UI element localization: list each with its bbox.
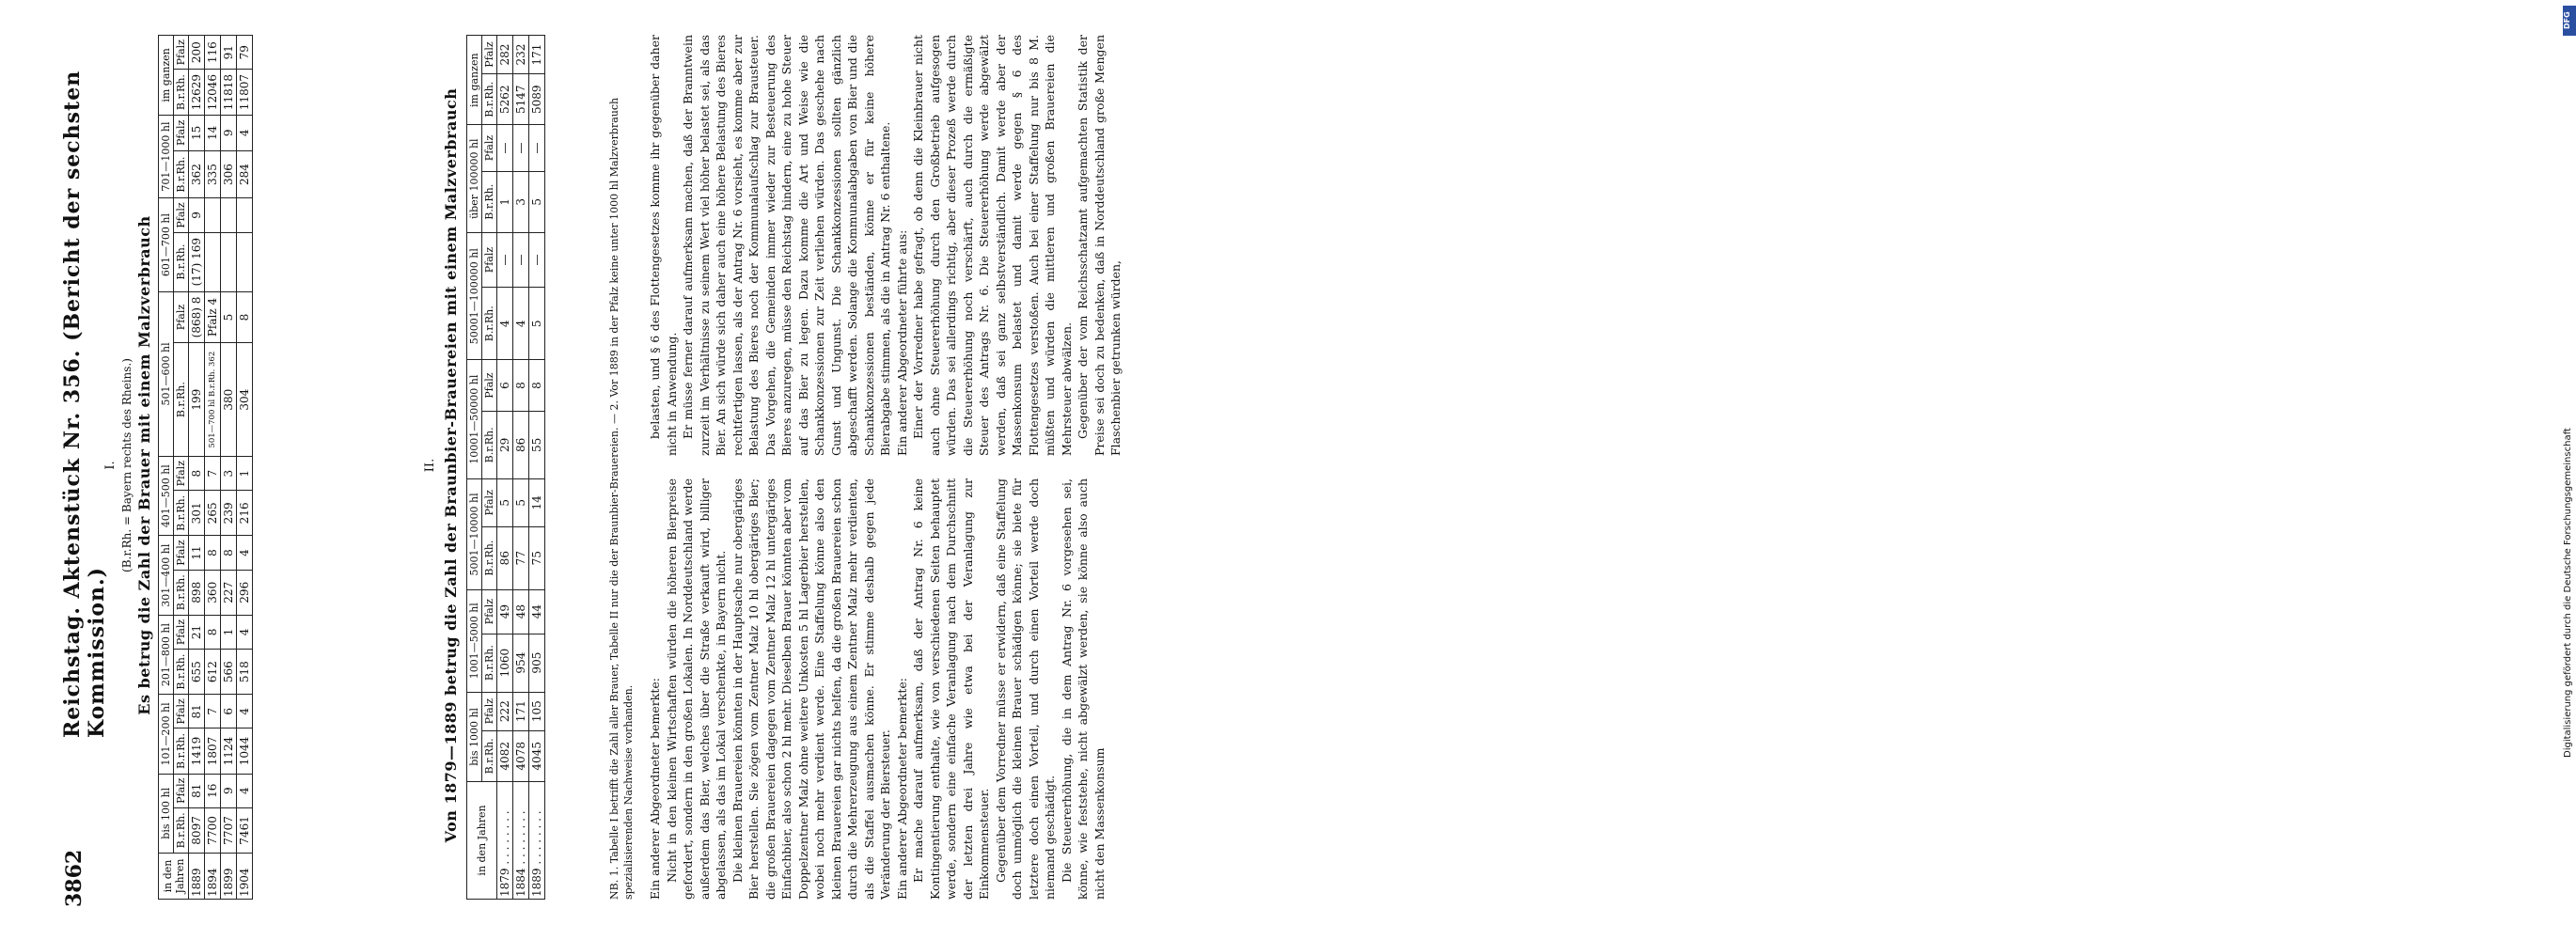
size-class-header: 5001—10000 hl [467,479,482,590]
table-cell: 362 [189,150,205,198]
table-cell: 77 [513,526,529,589]
table-cell: 79 [237,36,253,70]
table-cell: 1419 [189,728,205,774]
brewer-count-table [158,35,253,900]
paragraph: Ein anderer Abgeordneter bemerkte: [894,678,909,900]
table-cell: 216 [237,491,253,536]
paragraph: Ein anderer Abgeordneter bemerkte: [648,678,662,900]
table-cell: 898 [189,570,205,615]
table-cell [205,232,221,291]
table-cell: 3 [221,457,237,491]
table-cell: 4 [237,695,253,728]
table-cell: 1807 [205,728,221,774]
size-class-header: 10001—50000 hl [467,360,482,479]
table-cell: 7 [205,457,221,491]
table-cell: 1 [237,457,253,491]
region-subheader: B.r.Rh. [174,150,189,198]
region-subheader: Pfalz [482,479,497,527]
table-row [205,36,221,900]
table-cell: — [513,125,529,171]
table-cell: 905 [529,634,545,692]
table-cell: 6 [221,695,237,728]
table-cell [221,232,237,291]
size-class-header: bis 1000 hl [467,692,482,781]
table-cell: 9 [221,774,237,807]
table1-roman: I. [103,461,118,470]
region-subheader: B.r.Rh. [174,343,189,457]
table-cell: 284 [237,150,253,198]
table-cell: 265 [205,491,221,536]
text-column-left [647,478,1107,900]
paragraph: Die Steuererhöhung, die in dem Antrag Nr. 6 vorgesehen sei, könne, wie feststehe, nicht abgewälzt werden, sie könne also auch nicht den Massenkonsum [1059,478,1107,900]
table-cell: 8 [205,615,221,649]
size-class-header: im ganzen [159,36,174,116]
table-cell: 16 [205,774,221,807]
page-number: 3862 [62,849,86,907]
year-cell: 1894 [205,854,221,900]
table-cell: 8 [189,457,205,491]
table-cell: 29 [497,411,513,478]
region-subheader: Pfalz [174,536,189,570]
table-cell [205,198,221,232]
paragraph: belasten, und § 6 des Flottengesetzes komme ihr gegenüber daher nicht in Anwendung. [648,35,679,456]
region-subheader: B.r.Rh. [174,491,189,536]
paragraph: Einer der Vorredner habe gefragt, ob denn die Kleinbrauer nicht auch ohne Steuererhöhung durch den Großbetrieb aufgesogen würden. Das sei allerdings richtig, aber dieser Prozeß werde durch die Steuererhöhung noch verschärft, auch durch die ermäßigte Steuer des Antrags Nr. 6. Die Steuererhöhung werde abgewälzt werden, daß sei ganz selbstverständlich. Damit werde aber der Massenkonsum belastet und damit werde gegen § 6 des Flottengesetzes verstoßen. Auch bei einer Staffelung nur bis 8 M. müßten und würden die mittleren und großen Brauereien die Mehrsteuer abwälzen. [911,35,1074,456]
paragraph: Gegenüber dem Vorredner müsse er erwidern, daß eine Staffelung doch unmöglich die kleinen Brauer schädigen könne; sie biete für letztere doch einen Vorteil, und durch einen Vorteil werde doch niemand geschädigt. [993,478,1057,900]
page-header [56,24,109,907]
year-cell: 1889 . . . . . . . . [529,782,545,900]
table-cell: 21 [189,615,205,649]
table-cell: 200 [189,36,205,70]
region-subheader: B.r.Rh. [174,807,189,853]
region-subheader: Pfalz [482,692,497,730]
table-cell: 12629 [189,70,205,115]
dfg-logo: DFG [2563,6,2576,36]
table-cell: 4082 [497,730,513,781]
table-cell [237,232,253,291]
year-cell: 1884 . . . . . . . . [513,782,529,900]
table-cell: 655 [189,650,205,695]
table-cell: Pfalz 4 [205,291,221,343]
table-cell: 199 [189,343,205,457]
table-cell: 8 [529,360,545,411]
region-subheader: Pfalz [482,589,497,634]
table-cell: 14 [529,479,545,527]
table-cell: 1044 [237,728,253,774]
table-cell: 7461 [237,807,253,853]
table-cell: 4 [513,288,529,360]
table-cell: 566 [221,650,237,695]
paragraph: Gegenüber der vom Reichsschatzamt aufgemachten Statistik der Preise sei doch zu bedenken, daß in Norddeutschland große Mengen Flaschenbier getrunken würden, [1076,35,1123,456]
table-cell: 5 [221,291,237,343]
size-class-header: 401—500 hl [159,457,174,536]
region-subheader: B.r.Rh. [482,171,497,232]
year-cell: 1904 [237,854,253,900]
table-cell: — [529,125,545,171]
table-cell: 380 [221,343,237,457]
size-class-header: 501—600 hl [159,291,174,456]
table-cell: 954 [513,634,529,692]
table-cell: 5147 [513,74,529,125]
region-subheader: B.r.Rh. [174,70,189,115]
table-cell: 304 [237,343,253,457]
paragraph: Er mache darauf aufmerksam, daß der Antrag Nr. 6 keine Kontingentierung enthalte, wie von verschiedenen Seiten behauptet werde, sondern eine einfache Veranlagung nach dem Durchschnitt der letzten drei Jahre wie etwa bei der Veranlagung zur Einkommensteuer. [911,478,991,900]
table2-roman: II. [423,458,437,473]
table-cell: 116 [205,36,221,70]
table-row [529,36,545,900]
size-class-header: 701—1000 hl [159,115,174,198]
size-class-header: 201—800 hl [159,615,174,694]
region-subheader: Pfalz [482,232,497,287]
year-cell: 1899 [221,854,237,900]
table-cell: 11807 [237,70,253,115]
table-cell: 86 [513,411,529,478]
region-subheader: Pfalz [174,115,189,150]
table-cell: 4078 [513,730,529,781]
table-cell: 86 [497,526,513,589]
table-row [221,36,237,900]
table-cell: — [497,232,513,287]
table-cell: 301 [189,491,205,536]
table-cell: 335 [205,150,221,198]
table-row [497,36,513,900]
year-cell: 1879 . . . . . . . . [497,782,513,900]
table-cell: 4 [237,615,253,649]
region-subheader: B.r.Rh. [482,730,497,781]
paragraph: Er müsse ferner darauf aufmerksam machen, daß der Branntwein zurzeit im Verhältnisse zu seinem Wert viel höher belastet sei, als das Bier. An sich würde sich daher auch eine höhere Belastung des Bieres rechtfertigen lassen, als der Antrag Nr. 6 vorsieht, es komme aber zur Belastung des Bieres noch der Kommunalaufschlag zur Brausteuer. Das Vorgehen, die Gemeinden immer wieder zur Besteuerung des Bieres anzuregen, müsse den Reichstag hindern, eine zu hohe Steuer auf das Bier zu legen. Dazu komme die Art und Weise wie die Schankkonzessionen zur Zeit verliehen würden. Das geschehe nach Gunst und Ungunst. Die Schankkonzessionen sollten gänzlich abgeschafft werden. Solange die Kommunalabgaben von Bier und die Schankkonzessionen beständen, könne er für keine höhere Bierabgabe stimmen, als die in Antrag Nr. 6 enthaltene. [681,35,892,456]
table-cell: 8 [513,360,529,411]
table-cell: 4 [497,288,513,360]
table-cell: 75 [529,526,545,589]
digitization-credit: Digitalisierung gefördert durch die Deutsche Forschungsgemeinschaft [2563,428,2573,758]
table-cell [237,198,253,232]
table-cell: 5262 [497,74,513,125]
table-cell: 7707 [221,807,237,853]
region-subheader: B.r.Rh. [174,232,189,291]
table-cell: 296 [237,570,253,615]
region-subheader: Pfalz [174,615,189,649]
table-row [189,36,205,900]
region-subheader: B.r.Rh. [174,728,189,774]
table-cell: 239 [221,491,237,536]
table-cell: 48 [513,589,529,634]
table1-years-header: in den Jahren [159,854,189,900]
table-cell: 1 [497,171,513,232]
region-subheader: B.r.Rh. [482,74,497,125]
table-cell: 7 [205,695,221,728]
region-subheader: Pfalz [482,125,497,171]
table-cell [221,198,237,232]
table-cell: 8 [237,291,253,343]
size-class-header: im ganzen [467,36,482,125]
size-class-header: 50001—100000 hl [467,232,482,359]
digitization-credit-strip [1279,0,2573,940]
region-subheader: B.r.Rh. [482,634,497,692]
table-cell: 81 [189,695,205,728]
table-cell: — [497,125,513,171]
table-cell: 612 [205,650,221,695]
table-cell: 11 [189,536,205,570]
table-cell: 105 [529,692,545,730]
table-cell: 9 [189,198,205,232]
table-cell: 5 [529,171,545,232]
table-cell: — [529,232,545,287]
table2-title: Von 1879—1889 betrug die Zahl der Braunbier-Brauereien mit einem Malzverbrauch [442,87,460,843]
table-cell: 171 [513,692,529,730]
table-cell: 518 [237,650,253,695]
table-footnote: NB. 1. Tabelle I betrifft die Zahl aller Brauer, Tabelle II nur die der Braunbier-Brauereien. — 2. Vor 1889 in der Pfalz keine unter 1000 hl Malzverbrauch spezialisierenden Nachweise vorhanden. [608,97,635,900]
table-cell: 227 [221,570,237,615]
table1-title: Es betrug die Zahl der Brauer mit einem Malzverbrauch [135,215,153,715]
table-cell: 4 [237,536,253,570]
paragraph: Ein anderer Abgeordneter führte aus: [894,229,909,456]
table-cell: (17) 169 [189,232,205,291]
braunbier-brewery-table [466,35,545,900]
page-title: Reichstag. Aktenstück Nr. 356. (Bericht der sechsten Kommission.) [60,70,109,738]
table-cell: 1124 [221,728,237,774]
table-cell: 5 [529,288,545,360]
table-cell: — [513,232,529,287]
region-subheader: Pfalz [174,198,189,232]
size-class-header: 301—400 hl [159,536,174,615]
region-subheader: B.r.Rh. [174,570,189,615]
table-cell: 5089 [529,74,545,125]
region-subheader: Pfalz [174,36,189,70]
text-column-right [647,35,1124,456]
table-cell: 5 [513,479,529,527]
table-cell: 222 [497,692,513,730]
table-cell: 14 [205,115,221,150]
table-cell: 282 [497,36,513,74]
table-cell: 4045 [529,730,545,781]
size-class-header: bis 100 hl [159,774,174,853]
size-class-header: 1001—5000 hl [467,589,482,692]
paragraph: Die kleinen Brauereien könnten in der Hauptsache nur obergäriges Bier herstellen. Sie zögen vom Zentner Malz 10 hl obergäriges Bier; die großen Brauereien dagegen vom Zentner Malz 12 hl untergäriges Einfachbier, also schon 2 hl mehr. Dieselben Brauer könnten aber vom Doppelzentner Malz ohne weitere Unkosten 5 hl Lagerbier herstellen, wobei noch mehr verdient werde. Eine Staffelung könne also den kleinen Brauereien gar nichts helfen, da die großen Brauereien schon durch die Mehrerzeugung aus einem Zentner Malz mehr verdienten, als die Staffel ausmachen könne. Er stimme deshalb gegen jede Veränderung der Biersteuer. [730,478,892,900]
region-subheader: Pfalz [174,457,189,491]
table-cell: 55 [529,411,545,478]
size-class-header: über 100000 hl [467,125,482,232]
rotated-page [38,24,1250,907]
size-class-header: 101—200 hl [159,695,174,774]
size-class-header: 601—700 hl [159,198,174,291]
table-cell: 232 [513,36,529,74]
paragraph: Nicht in den kleinen Wirtschaften würden die höheren Bierpreise gefordert, sondern in den großen Lokalen. In Norddeutschland werde außerdem das Bier, welches über die Straße verkauft wird, billiger abgelassen, als das im Lokal verschenkte, in Bayern nicht. [664,478,728,900]
table-cell: 5 [497,479,513,527]
region-subheader: Pfalz [482,36,497,74]
table-cell: 11818 [221,70,237,115]
table-cell: 171 [529,36,545,74]
region-subheader: B.r.Rh. [174,650,189,695]
table-cell: 7700 [205,807,221,853]
region-subheader: Pfalz [174,695,189,728]
region-subheader: Pfalz [174,291,189,343]
table-cell: 91 [221,36,237,70]
table-cell: 4 [237,774,253,807]
table-row [237,36,253,900]
region-subheader: B.r.Rh. [482,526,497,589]
table-cell: 8 [205,536,221,570]
region-subheader: Pfalz [174,774,189,807]
table-row [513,36,529,900]
table-cell: 360 [205,570,221,615]
table-cell: 501—700 hl B.r.Rh. 362 [205,343,221,457]
region-subheader: B.r.Rh. [482,411,497,478]
table-cell: 3 [513,171,529,232]
year-cell: 1889 [189,854,205,900]
table-cell: 1 [221,615,237,649]
table-cell: 1060 [497,634,513,692]
table-cell: 306 [221,150,237,198]
table-cell: 49 [497,589,513,634]
region-subheader: Pfalz [482,360,497,411]
table-cell: (868) 8 [189,291,205,343]
table2-years-header: in den Jahren [467,782,497,900]
table-cell: 8 [221,536,237,570]
table-cell: 4 [237,115,253,150]
table-cell: 12046 [205,70,221,115]
table-cell: 15 [189,115,205,150]
region-subheader: B.r.Rh. [482,288,497,360]
table-cell: 9 [221,115,237,150]
table-cell: 44 [529,589,545,634]
table1-subtitle: (B.r.Rh. = Bayern rechts des Rheins.) [120,358,134,572]
table-cell: 8097 [189,807,205,853]
table-cell: 81 [189,774,205,807]
table-cell: 6 [497,360,513,411]
